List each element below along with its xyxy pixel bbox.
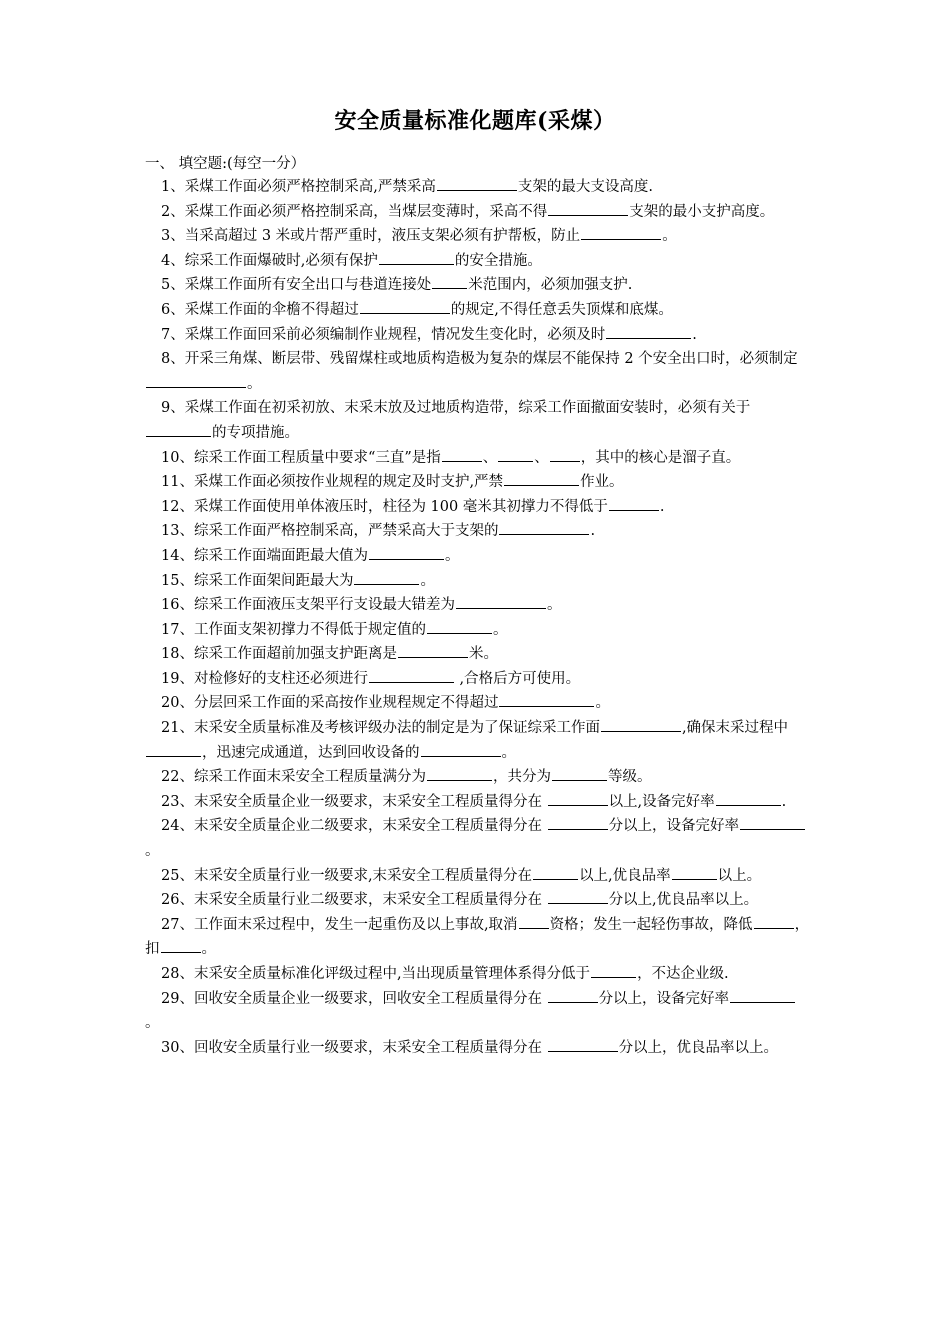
question-number: 9、 (161, 400, 185, 417)
answer-blank[interactable] (716, 790, 781, 806)
question-text: . (692, 326, 697, 343)
question-text: 。 (420, 572, 435, 589)
answer-blank[interactable] (427, 765, 492, 781)
question-number: 22、 (161, 769, 194, 786)
question-text: 采煤工作面使用单体液压时，柱径为 100 毫米其初撑力不得低于 (193, 498, 608, 515)
question-number: 17、 (161, 621, 194, 638)
question-text: 综采工作面架间距最大为 (193, 572, 354, 589)
question-text: 。 (501, 744, 516, 761)
question-item (145, 249, 810, 274)
question-text: 。 (662, 228, 677, 245)
question-text: 。 (145, 1015, 160, 1032)
question-text: 回收安全质量企业一级要求，回收安全工程质量得分在 (193, 990, 547, 1007)
question-text: 分以上，优良品率以上。 (618, 1039, 779, 1056)
question-text: 综采工作面爆破时,必须有保护 (184, 252, 378, 269)
answer-blank[interactable] (498, 446, 533, 462)
answer-blank[interactable] (161, 937, 201, 953)
answer-blank[interactable] (146, 372, 246, 388)
question-text: 。 (247, 375, 262, 392)
question-text: 资格；发生一起轻伤事故，降低 (549, 916, 753, 933)
question-text: 分以上,优良品率以上。 (608, 892, 759, 909)
question-text: 当采高超过 3 米或片帮严重时，液压支架必须有护帮板，防止 (184, 228, 581, 245)
answer-blank[interactable] (601, 716, 681, 732)
question-item (145, 175, 810, 200)
question-item (145, 593, 810, 618)
question-text: 。 (201, 941, 216, 958)
question-text: ，扣 (145, 916, 810, 958)
question-item (145, 347, 810, 396)
question-text: 采煤工作面的伞檐不得超过 (184, 301, 359, 318)
question-number: 28、 (161, 966, 194, 982)
answer-blank[interactable] (379, 249, 454, 265)
question-text: 的专项措施。 (212, 424, 299, 441)
answer-blank[interactable] (533, 864, 578, 880)
question-text: ,确保末采过程中 (681, 720, 789, 737)
page-title: 安全质量标准化题库(采煤） (334, 108, 616, 134)
question-text: 。 (145, 843, 160, 860)
question-number: 19、 (161, 670, 194, 687)
question-text: 采煤工作面所有安全出口与巷道连接处 (184, 277, 432, 294)
question-text: 回收安全质量行业一级要求，末采安全工程质量得分在 (193, 1039, 547, 1056)
question-number: 8、 (161, 351, 185, 368)
answer-blank[interactable] (550, 446, 580, 462)
question-text: 、 (534, 449, 549, 466)
question-text: 分层回采工作面的采高按作业规程规定不得超过 (193, 695, 499, 712)
answer-blank[interactable] (548, 790, 608, 806)
question-text: 末采安全质量行业二级要求，末采安全工程质量得分在 (193, 892, 547, 909)
question-item (145, 716, 810, 765)
question-item (145, 642, 810, 667)
question-text: . (659, 498, 665, 515)
question-item (145, 987, 810, 1036)
question-text: 采煤工作面必须按作业规程的规定及时支护,严禁 (193, 474, 504, 491)
question-text: 作业。 (580, 474, 624, 491)
question-number: 16、 (161, 597, 194, 614)
question-number: 11、 (161, 474, 194, 491)
question-text: 末采安全质量企业二级要求，末采安全工程质量得分在 (193, 818, 547, 835)
answer-blank[interactable] (146, 741, 201, 757)
answer-blank[interactable] (548, 987, 598, 1003)
question-number: 4、 (161, 252, 185, 269)
answer-blank[interactable] (581, 224, 661, 240)
question-item (145, 200, 810, 225)
question-text: 开采三角煤、断层带、残留煤柱或地质构造极为复杂的煤层不能保持 2 个安全出口时，必须制定 (184, 351, 798, 368)
question-text: ，迅速完成通道，达到回收设备的 (202, 744, 420, 761)
question-item (145, 544, 810, 569)
question-text: 分以上，设备完好率 (598, 990, 730, 1007)
question-text: 综采工作面严格控制采高，严禁采高大于支架的 (193, 523, 499, 540)
question-text: 采煤工作面在初采初放、末采末放及过地质构造带，综采工作面撤面安装时，必须有关于 (184, 400, 751, 417)
question-number: 3、 (161, 228, 185, 245)
answer-blank[interactable] (499, 519, 589, 535)
answer-blank[interactable] (437, 175, 517, 191)
answer-blank[interactable] (504, 470, 579, 486)
question-text: 以上,设备完好率 (608, 793, 715, 810)
answer-blank[interactable] (369, 544, 444, 560)
question-item (145, 814, 810, 863)
question-number: 13、 (161, 523, 194, 540)
question-item (145, 618, 810, 643)
question-number: 1、 (161, 179, 185, 195)
question-text: . (781, 793, 787, 810)
question-item (145, 446, 810, 471)
question-text: 的规定,不得任意丢失顶煤和底煤。 (450, 301, 673, 318)
question-item (145, 323, 810, 348)
question-text: 、 (482, 449, 498, 466)
section-heading: 一、 填空题:(每空一分） (145, 156, 306, 172)
answer-blank[interactable] (427, 618, 492, 634)
answer-blank[interactable] (519, 913, 549, 929)
answer-blank[interactable] (499, 691, 594, 707)
question-number: 5、 (161, 277, 185, 294)
question-item (145, 224, 810, 249)
question-number: 21、 (161, 720, 194, 737)
question-number: 26、 (161, 892, 194, 909)
question-number: 15、 (161, 572, 194, 589)
answer-blank[interactable] (360, 298, 450, 314)
question-text: 末采安全质量企业一级要求，末采安全工程质量得分在 (193, 793, 547, 810)
question-text: 米。 (468, 646, 498, 663)
question-item (145, 888, 810, 913)
question-text: 以上。 (717, 867, 762, 884)
question-text: 支架的最小支护高度。 (629, 203, 775, 220)
answer-blank[interactable] (591, 962, 636, 978)
question-number: 29、 (161, 990, 194, 1007)
question-text: 对检修好的支柱还必须进行 (193, 670, 368, 687)
answer-blank[interactable] (609, 495, 659, 511)
question-text: ,合格后方可使用。 (454, 670, 581, 687)
question-text: 。 (595, 695, 610, 712)
question-item (145, 913, 810, 962)
answer-blank[interactable] (730, 987, 795, 1003)
answer-blank[interactable] (456, 593, 546, 609)
question-item (145, 470, 810, 495)
question-list (145, 175, 810, 1060)
question-number: 30、 (161, 1039, 194, 1056)
answer-blank[interactable] (421, 741, 501, 757)
question-text: 等级。 (607, 769, 652, 786)
question-number: 24、 (161, 818, 194, 835)
answer-blank[interactable] (548, 1036, 618, 1052)
question-text: 综采工作面端面距最大值为 (193, 547, 368, 564)
question-item (145, 667, 810, 692)
question-item (145, 519, 810, 544)
answer-blank[interactable] (740, 814, 805, 830)
question-text: ，共分为 (492, 769, 551, 786)
question-text: 以上,优良品率 (579, 867, 671, 884)
question-item (145, 569, 810, 594)
question-item (145, 962, 810, 987)
question-text: 采煤工作面回采前必须编制作业规程，情况发生变化时，必须及时 (184, 326, 606, 343)
question-number: 27、 (161, 916, 194, 933)
question-item (145, 495, 810, 520)
answer-blank[interactable] (548, 814, 608, 830)
answer-blank[interactable] (552, 765, 607, 781)
question-text: 工作面末采过程中，发生一起重伤及以上事故,取消 (193, 916, 518, 933)
question-text: 末采安全质量标准及考核评级办法的制定是为了保证综采工作面 (193, 720, 600, 737)
question-number: 10、 (161, 449, 194, 466)
question-item (145, 298, 810, 323)
answer-blank[interactable] (548, 888, 608, 904)
answer-blank[interactable] (146, 421, 211, 437)
question-item (145, 273, 810, 298)
answer-blank[interactable] (369, 667, 454, 683)
question-text: 采煤工作面必须严格控制采高，当煤层变薄时，采高不得 (184, 203, 548, 220)
question-text: 工作面支架初撑力不得低于规定值的 (193, 621, 426, 638)
question-item (145, 765, 810, 790)
question-text: 末采安全质量标准化评级过程中,当出现质量管理体系得分低于 (193, 966, 591, 982)
answer-blank[interactable] (548, 200, 628, 216)
question-text: 米范围内，必须加强支护. (468, 277, 633, 294)
question-text: 。 (444, 547, 460, 564)
answer-blank[interactable] (354, 569, 419, 585)
question-number: 6、 (161, 301, 185, 318)
question-item (145, 691, 810, 716)
question-item (145, 790, 810, 815)
question-text: 支架的最大支设高度. (517, 179, 653, 195)
question-text: 的安全措施。 (454, 252, 542, 269)
question-item (145, 864, 810, 889)
question-text: 分以上，设备完好率 (608, 818, 740, 835)
question-number: 7、 (161, 326, 185, 343)
question-text: . (590, 523, 596, 540)
answer-blank[interactable] (398, 642, 468, 658)
answer-blank[interactable] (754, 913, 794, 929)
question-number: 20、 (161, 695, 194, 712)
question-text: 综采工作面工程质量中要求“三直”是指 (193, 449, 441, 466)
question-text: 采煤工作面必须严格控制采高,严禁采高 (184, 179, 436, 195)
question-text: 综采工作面末采安全工程质量满分为 (193, 769, 426, 786)
question-number: 14、 (161, 547, 194, 564)
answer-blank[interactable] (672, 864, 717, 880)
question-text: 末采安全质量行业一级要求,末采安全工程质量得分在 (193, 867, 533, 884)
question-number: 12、 (161, 498, 194, 515)
question-text: ，不达企业级. (637, 966, 729, 982)
answer-blank[interactable] (606, 323, 691, 339)
question-number: 2、 (161, 203, 185, 220)
answer-blank[interactable] (432, 273, 467, 289)
answer-blank[interactable] (442, 446, 482, 462)
question-text: 综采工作面超前加强支护距离是 (193, 646, 397, 663)
question-item (145, 396, 810, 445)
question-text: 。 (492, 621, 508, 638)
question-text: ，其中的核心是溜子直。 (580, 449, 741, 466)
question-text: 。 (546, 597, 562, 614)
question-text: 综采工作面液压支架平行支设最大错差为 (193, 597, 455, 614)
question-number: 23、 (161, 793, 194, 810)
question-item (145, 1036, 810, 1061)
question-number: 18、 (161, 646, 194, 663)
question-number: 25、 (161, 867, 194, 884)
